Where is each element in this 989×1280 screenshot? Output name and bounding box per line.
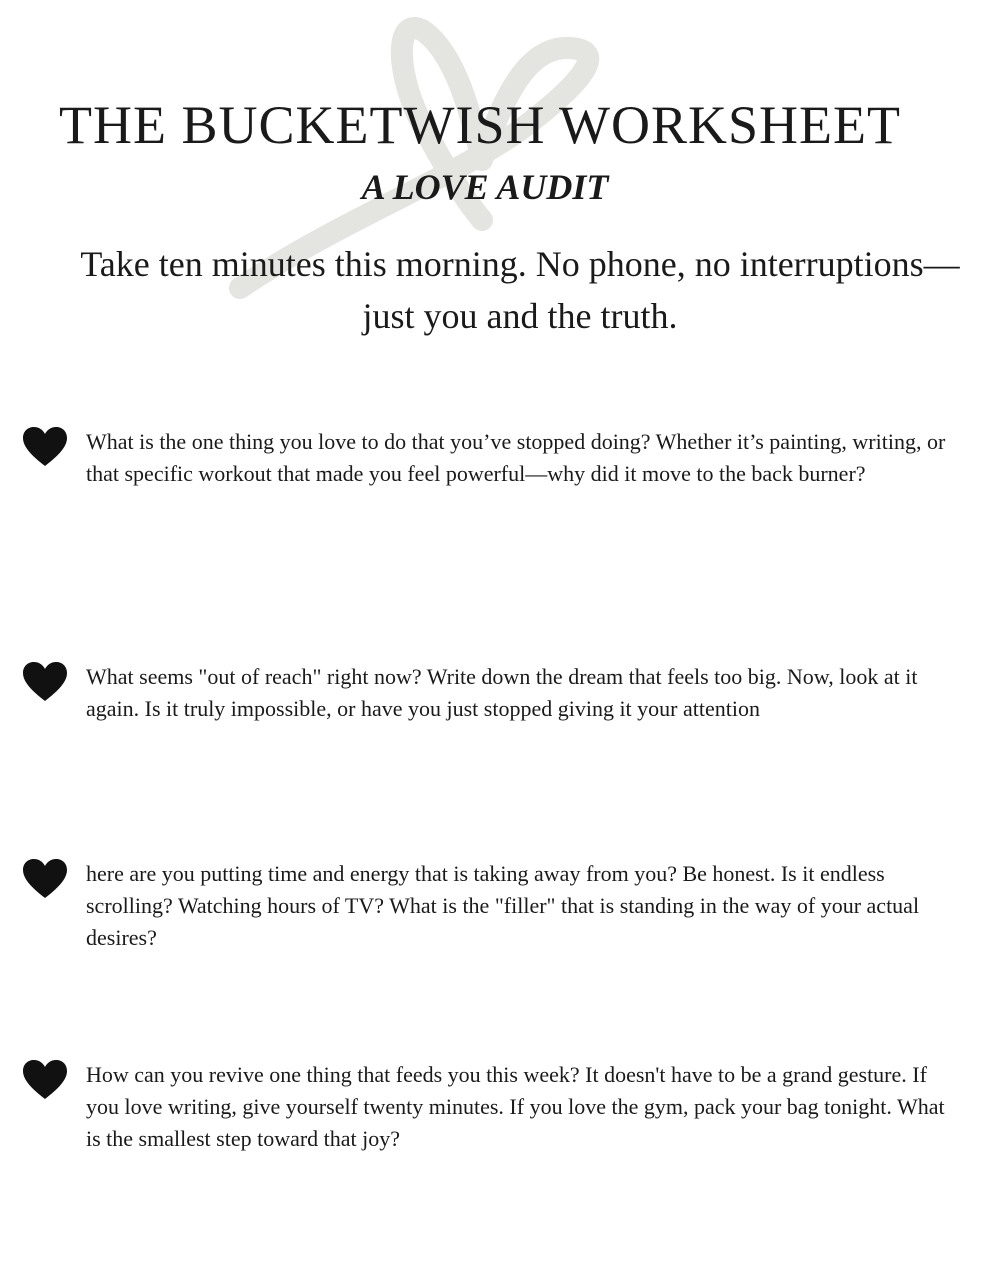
page-title: THE BUCKETWISH WORKSHEET xyxy=(59,95,901,155)
prompt-text: What seems "out of reach" right now? Write down the dream that feels too big. Now, look at it again. Is it truly impossible, or have you just stopped giving it your attention xyxy=(86,664,918,721)
prompt-text: How can you revive one thing that feeds you this week? It doesn't have to be a grand gesture. If you love writing, give yourself twenty minutes. If you love the gym, pack your bag tonight. What is the smallest step toward that joy? xyxy=(86,1062,945,1151)
intro-line-2: just you and the truth. xyxy=(362,296,678,336)
heart-icon xyxy=(22,426,68,468)
prompt-text: What is the one thing you love to do that you’ve stopped doing? Whether it’s painting, writing, or that specific workout that made you feel powerful—why did it move to the back burner? xyxy=(86,429,946,486)
page-subtitle: A LOVE AUDIT xyxy=(361,167,609,207)
heart-icon xyxy=(22,1059,68,1101)
prompt-text: here are you putting time and energy that is taking away from you? Be honest. Is it endless scrolling? Watching hours of TV? What is the "filler" that is standing in the way of your actual desires? xyxy=(86,861,920,950)
intro-line-1: Take ten minutes this morning. No phone, no interruptions— xyxy=(80,244,960,284)
intro-text xyxy=(30,238,989,342)
heart-icon xyxy=(22,858,68,900)
heart-icon xyxy=(22,661,68,703)
